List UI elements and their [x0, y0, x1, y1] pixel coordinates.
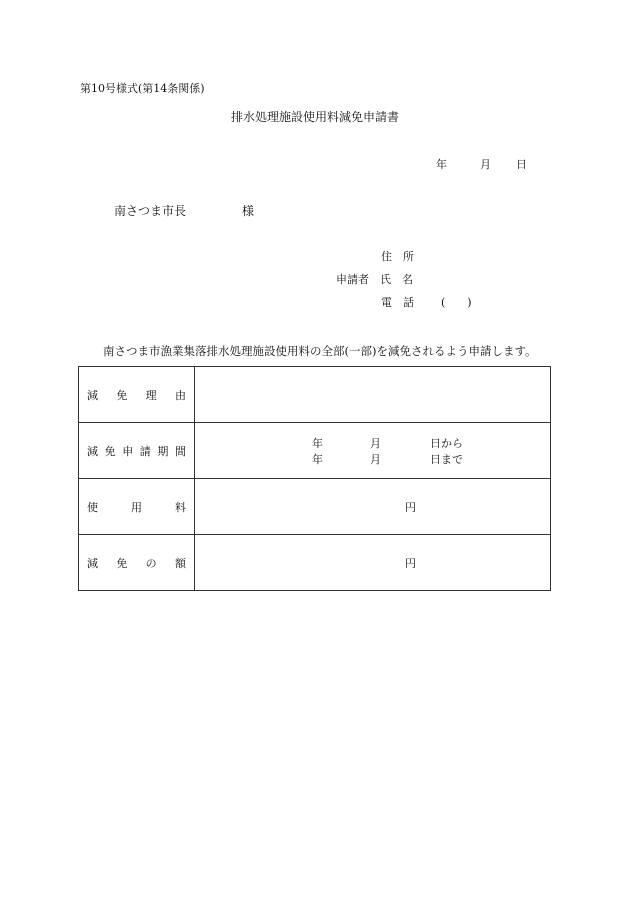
period-label: 減免申請期間 — [79, 423, 195, 479]
period-from-day: 日から — [430, 437, 463, 450]
date-line — [436, 156, 527, 172]
exemption-amount-field[interactable] — [195, 535, 551, 591]
fee-label: 使用料 — [79, 479, 195, 535]
period-to-month: 月 — [370, 453, 381, 466]
name-row — [336, 271, 413, 289]
period-to-year: 年 — [312, 453, 323, 466]
period-from-year: 年 — [312, 437, 323, 450]
fee-unit: 円 — [405, 501, 416, 514]
application-table — [78, 366, 551, 591]
request-text: 南さつま市漁業集落排水処理施設使用料の全部(一部)を減免されるよう申請します。 — [103, 344, 537, 358]
recipient-name: 南さつま市長 — [114, 204, 187, 218]
phone-parens: ( ) — [441, 296, 472, 309]
phone-label: 電 話 — [381, 296, 414, 309]
address-row — [381, 248, 414, 266]
fee-field[interactable] — [195, 479, 551, 535]
table-row-period — [79, 423, 551, 479]
address-label: 住 所 — [381, 250, 414, 263]
form-number: 第10号様式(第14条関係) — [80, 82, 205, 95]
table-row-exemption-amount — [79, 535, 551, 591]
period-from-month: 月 — [370, 437, 381, 450]
date-year: 年 — [436, 158, 447, 171]
exemption-amount-label: 減免の額 — [79, 535, 195, 591]
phone-row — [381, 294, 472, 312]
name-label: 氏 名 — [380, 273, 413, 286]
applicant-prefix: 申請者 — [336, 273, 369, 286]
date-day: 日 — [516, 158, 527, 171]
document-title: 排水処理施設使用料減免申請書 — [230, 110, 399, 124]
table-row-reason — [79, 367, 551, 423]
reason-label: 減免理由 — [79, 367, 195, 423]
period-to-day: 日まで — [430, 453, 463, 466]
date-month: 月 — [480, 158, 491, 171]
exemption-amount-unit: 円 — [405, 557, 416, 570]
recipient-honorific: 様 — [242, 204, 255, 218]
table-row-fee — [79, 479, 551, 535]
reason-field[interactable] — [195, 367, 551, 423]
period-field[interactable] — [195, 423, 551, 479]
